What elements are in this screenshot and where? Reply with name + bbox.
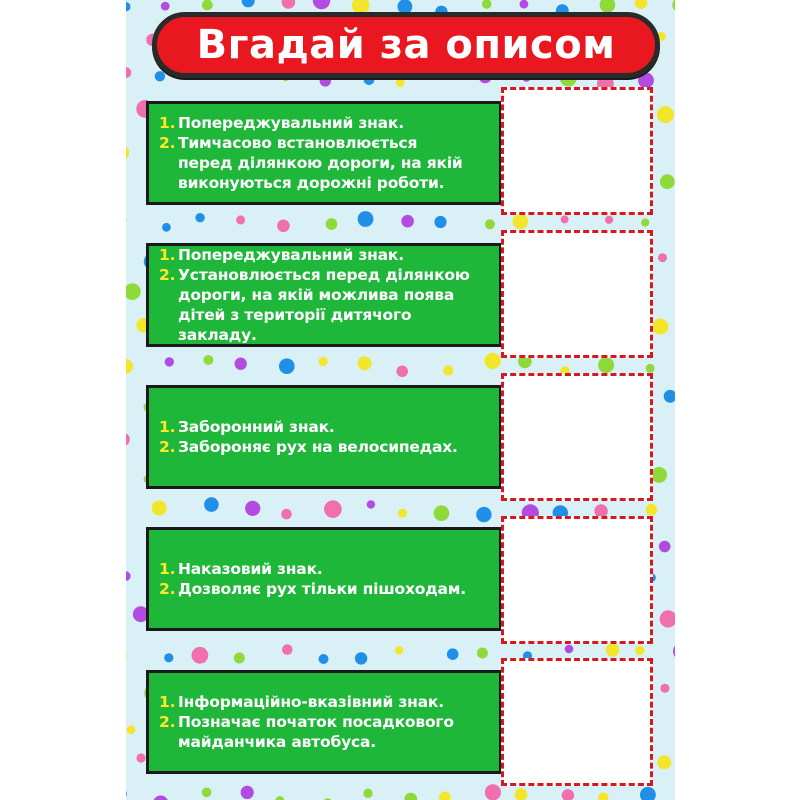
decorative-dot [513,214,529,230]
decorative-dot [598,357,614,373]
decorative-dot [646,504,658,516]
answer-slot-5[interactable] [501,658,653,786]
description-card-4 [146,527,502,631]
decorative-dot [282,644,293,655]
decorative-dot [136,753,145,762]
decorative-dot [245,501,260,516]
description-list [159,559,466,599]
decorative-dot [355,652,367,664]
decorative-dot [658,253,667,262]
item-text: Позначає початок посадкового майданчика автобуса. [178,713,454,751]
decorative-dot [434,216,446,228]
decorative-dot [404,793,417,800]
decorative-dot [673,643,675,660]
description-card-2 [146,243,502,347]
decorative-dot [126,2,131,11]
decorative-dot [443,365,453,375]
decorative-dot [485,353,501,369]
decorative-dot [127,725,136,734]
list-item [159,133,463,193]
description-card-5 [146,670,502,774]
decorative-dot [401,215,414,228]
decorative-dot [561,215,569,223]
decorative-dot [319,654,329,664]
description-list [159,245,491,345]
item-text: Попереджувальний знак. [178,114,404,132]
decorative-dot [126,433,130,446]
decorative-dot [277,220,290,233]
item-number: 2. [159,713,176,731]
answer-slot-4[interactable] [501,516,653,644]
decorative-dot [396,366,408,378]
item-text: Забороняє рух на велосипедах. [178,438,458,456]
list-item [159,712,454,752]
decorative-dot [659,541,671,553]
list-item [159,579,466,599]
decorative-dot [652,319,668,335]
item-number: 1. [159,418,176,436]
decorative-dot [398,509,407,518]
decorative-dot [367,500,375,508]
decorative-dot [235,358,247,370]
decorative-dot [476,507,491,522]
item-number: 2. [159,438,176,456]
decorative-dot [202,788,212,798]
decorative-dot [126,359,133,374]
decorative-dot [635,0,648,9]
item-text: Наказовий знак. [178,560,323,578]
page-title: Вгадай за описом [196,22,616,68]
decorative-dot [152,501,167,516]
item-text: Дозволяє рух тільки пішоходам. [178,580,466,598]
answer-slot-3[interactable] [501,373,653,501]
decorative-dot [358,356,372,370]
list-item [159,417,458,437]
item-number: 2. [159,266,176,284]
decorative-dot [657,755,671,769]
decorative-dot [660,610,675,627]
decorative-dot [326,218,338,230]
decorative-dot [562,789,574,800]
decorative-dot [279,358,295,374]
list-item [159,113,463,133]
decorative-dot [126,67,131,78]
decorative-dot [204,497,219,512]
decorative-dot [664,390,675,403]
decorative-dot [324,500,342,518]
decorative-dot [520,0,529,9]
decorative-dot [565,645,574,654]
item-number: 2. [159,134,176,152]
decorative-dot [126,283,141,300]
decorative-dot [363,789,372,798]
decorative-dot [241,786,254,799]
item-number: 1. [159,114,176,132]
item-text: Попереджувальний знак. [178,246,404,264]
item-text: Інформаційно-вказівний знак. [178,693,444,711]
decorative-dot [282,0,296,9]
decorative-dot [598,793,608,800]
decorative-dot [515,788,528,800]
decorative-dot [651,467,667,483]
answer-slot-2[interactable] [501,230,653,358]
decorative-dot [482,0,492,9]
decorative-dot [126,144,129,161]
decorative-dot [395,646,403,654]
description-card-1 [146,101,502,205]
decorative-dot [660,684,669,693]
decorative-dot [126,571,131,581]
decorative-dot [161,2,170,11]
decorative-dot [439,792,451,800]
decorative-dot [275,796,284,800]
description-list [159,692,454,752]
decorative-dot [203,355,213,365]
decorative-dot [641,219,649,227]
decorative-dot [605,216,613,224]
list-item [159,437,458,457]
decorative-dot [358,211,374,227]
item-text: Заборонний знак. [178,418,335,436]
decorative-dot [234,653,245,664]
decorative-dot [319,357,328,366]
decorative-dot [164,653,173,662]
decorative-dot [242,0,255,7]
decorative-dot [126,651,127,662]
decorative-dot [192,647,209,664]
decorative-dot [640,787,656,800]
decorative-dot [485,784,501,800]
decorative-dot [600,0,616,13]
decorative-dot [447,648,459,660]
decorative-dot [672,0,675,12]
list-item [159,559,466,579]
decorative-dot [660,174,675,189]
item-number: 1. [159,693,176,711]
item-number: 1. [159,246,176,264]
decorative-dot [202,0,213,10]
list-item [159,245,491,265]
decorative-dot [606,643,620,657]
title-banner [152,12,660,78]
list-item [159,265,491,345]
decorative-dot [657,106,674,123]
decorative-dot [153,796,168,800]
description-card-3 [146,385,502,489]
item-number: 2. [159,580,176,598]
decorative-dot [635,646,644,655]
decorative-dot [313,0,330,9]
decorative-dot [126,788,127,799]
answer-slot-1[interactable] [501,87,653,215]
list-item [159,692,454,712]
decorative-dot [396,78,405,87]
item-text: Тимчасово встановлюється перед ділянкою дороги, на якій виконуються дорожні роботи. [178,134,463,192]
item-number: 1. [159,560,176,578]
decorative-dot [195,213,204,222]
decorative-dot [155,71,165,81]
decorative-dot [162,223,171,232]
decorative-dot [434,505,450,521]
item-text: Установлюється перед ділянкою дороги, на якій можлива поява дітей з території дитячого закладу. [178,266,470,344]
decorative-dot [646,364,655,373]
decorative-dot [485,219,495,229]
description-list [159,113,463,193]
decorative-dot [477,648,488,659]
description-list [159,417,458,457]
decorative-dot [236,215,245,224]
decorative-dot [165,357,174,366]
decorative-dot [281,509,292,520]
